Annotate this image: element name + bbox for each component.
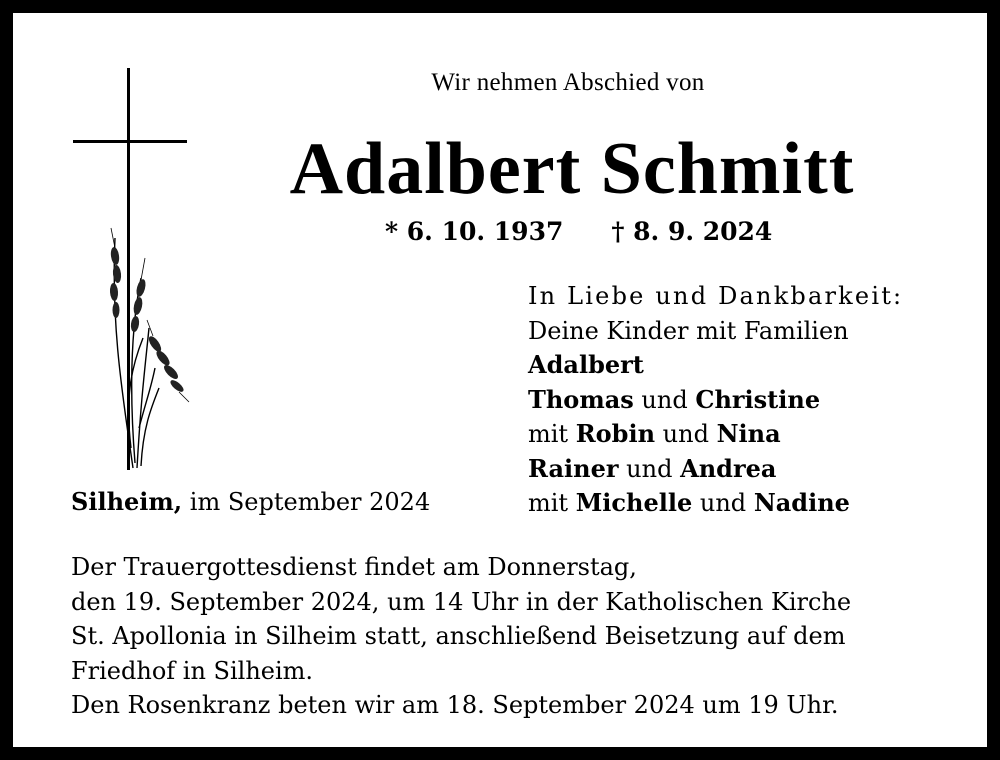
service-line: Der Trauergottesdienst findet am Donnerstag, [71, 553, 637, 581]
service-line: St. Apollonia in Silheim statt, anschließend Beisetzung auf dem [71, 622, 846, 650]
family-name: Robin [575, 419, 656, 448]
family-line [528, 452, 903, 487]
conjunction: mit [528, 420, 569, 448]
intro-text: Wir nehmen Abschied von [431, 69, 705, 96]
conjunction: und [662, 420, 709, 448]
family-line [528, 383, 903, 418]
family-name: Nadine [753, 488, 850, 517]
place-date-text: im September 2024 [189, 488, 431, 516]
service-line: Den Rosenkranz beten wir am 18. September 2024 um 19 Uhr. [71, 691, 839, 719]
place-name: Silheim, [71, 487, 183, 516]
family-line [528, 417, 903, 452]
family-line [528, 486, 903, 521]
family-name: Thomas [528, 384, 634, 414]
service-info [71, 550, 851, 723]
family-line [528, 348, 903, 383]
wheat-ears-icon [114, 238, 159, 468]
death-date: † 8. 9. 2024 [611, 217, 773, 246]
service-line: Friedhof in Silheim. [71, 656, 314, 685]
deceased-name: Adalbert Schmitt [289, 128, 855, 210]
place-date [71, 487, 430, 516]
service-line: den 19. September 2024, um 14 Uhr in der Katholischen Kirche [71, 587, 852, 616]
conjunction: und [626, 454, 673, 483]
family-name: Andrea [680, 453, 777, 483]
family-name: Christine [695, 384, 821, 414]
conjunction: und [641, 385, 688, 414]
family-name: Michelle [575, 488, 693, 517]
family-heading: In Liebe und Dankbarkeit: [528, 282, 904, 310]
birth-date: * 6. 10. 1937 [385, 217, 564, 246]
conjunction: mit [528, 489, 569, 517]
family-name: Adalbert [528, 350, 644, 379]
life-dates [385, 217, 772, 246]
conjunction: und [699, 489, 747, 517]
family-line: Deine Kinder mit Familien [528, 316, 849, 345]
family-name: Rainer [528, 453, 619, 483]
family-signatures [528, 279, 903, 521]
family-name: Nina [716, 419, 781, 448]
